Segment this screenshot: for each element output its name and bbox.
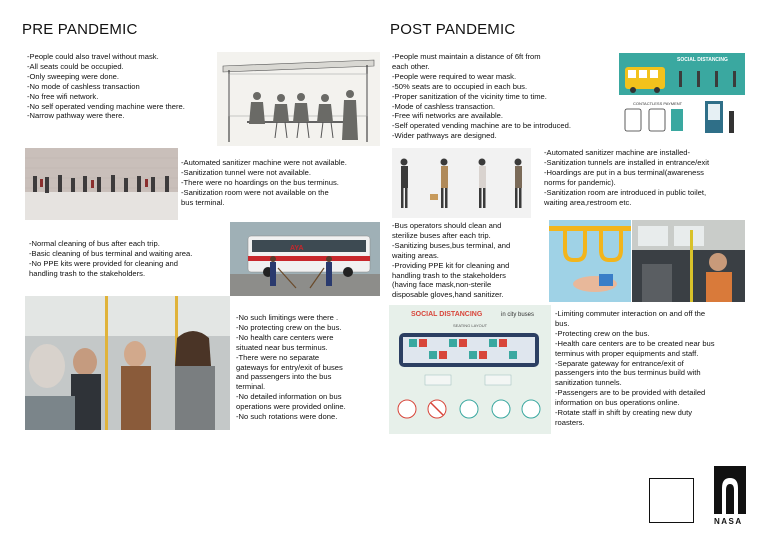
poster-title-a: SOCIAL DISTANCING bbox=[411, 311, 483, 318]
post-block-4: -Limiting commuter interaction on and off the bus. -Protecting crew on the bus. -Health care centers are to be created near bus terminus with proper equipments and staff. -Separate gateway for entrance/exit of passengers into the bus terminus build with sanitization tunnels. -Passengers are to be provided with detailed information on bus operations online. -Rotate staff in shift by creating new duty roasters. bbox=[555, 309, 715, 427]
empty-box bbox=[649, 478, 694, 523]
seating-layout-label: SEATING LAYOUT bbox=[453, 323, 488, 328]
crowd-walking-image bbox=[25, 148, 178, 220]
social-distancing-label: SOCIAL DISTANCING bbox=[677, 57, 728, 63]
contactless-label: CONTACTLESS PAYMENT bbox=[633, 101, 683, 106]
poster-title-b: in city buses bbox=[501, 312, 535, 318]
pre-block-2: -Automated sanitizer machine were not available. -Sanitization tunnel were not available. -There were no hoardings on the bus terminus. -Sanitization room were not available on the bus terminal. bbox=[181, 158, 347, 207]
bus-sign-text: AYA bbox=[290, 245, 304, 252]
post-pandemic-title: POST PANDEMIC bbox=[390, 21, 516, 38]
handrail-sanitizing-image bbox=[549, 220, 631, 302]
pre-pandemic-title: PRE PANDEMIC bbox=[22, 21, 138, 38]
pre-block-1: -People could also travel without mask. -All seats could be occupied. -Only sweeping were done. -No mode of cashless transaction -No free wifi network. -No self operated vending machine were there. -Narrow pathway were there. bbox=[27, 52, 185, 121]
post-block-1: -People must maintain a distance of 6ft from each other. -People were required to wear mask. -50% seats are to occupied in each bus. -Proper sanitization of the vicinity time to time. -Mode of cashless transaction. -Free wifi networks are available. -Self operated vending machine are to be introduced. -Wider pathways are designed. bbox=[392, 52, 571, 141]
bus-cleaning-image bbox=[230, 222, 380, 296]
pre-block-3: -Normal cleaning of bus after each trip. -Basic cleaning of bus terminal and waiting area. -No PPE kits were provided for cleaning and handling trash to the stakeholders. bbox=[29, 239, 193, 278]
social-distancing-bus-poster bbox=[389, 305, 551, 434]
crowded-bus-interior-image bbox=[25, 296, 230, 430]
nasa-logo-text: NASA bbox=[714, 517, 743, 526]
crew-on-bus-image bbox=[632, 220, 745, 302]
post-block-3: -Bus operators should clean and sterilize buses after each trip. -Sanitizing buses,bus terminal, and waiting areas. -Providing PPE kit for cleaning and handling trash to the stakeholders (having face mask,non-sterile disposable gloves,hand sanitizer. bbox=[392, 221, 511, 300]
nasa-logo bbox=[712, 466, 748, 528]
pre-block-4: -No such limitings were there . -No protecting crew on the bus. -No health care centers were situated near bus terminus. -There were no separate gateways for entry/exit of buses and passengers into the bus terminal. -No detailed information on bus operations were provided online. -No such rotations were done. bbox=[236, 313, 346, 422]
post-block-2: -Automated sanitizer machine are installed- -Sanitization tunnels are installed in entrance/exit -Hoardings are put in a bus terminal(awareness norms for pandemic). -Sanitization room are introduced in public toilet, waiting area,restroom etc. bbox=[544, 148, 710, 207]
social-distancing-bus-infographic bbox=[619, 53, 745, 138]
people-distancing-image bbox=[392, 148, 531, 218]
nasa-arch-icon bbox=[712, 466, 748, 516]
bus-stop-sketch-image bbox=[217, 52, 380, 146]
